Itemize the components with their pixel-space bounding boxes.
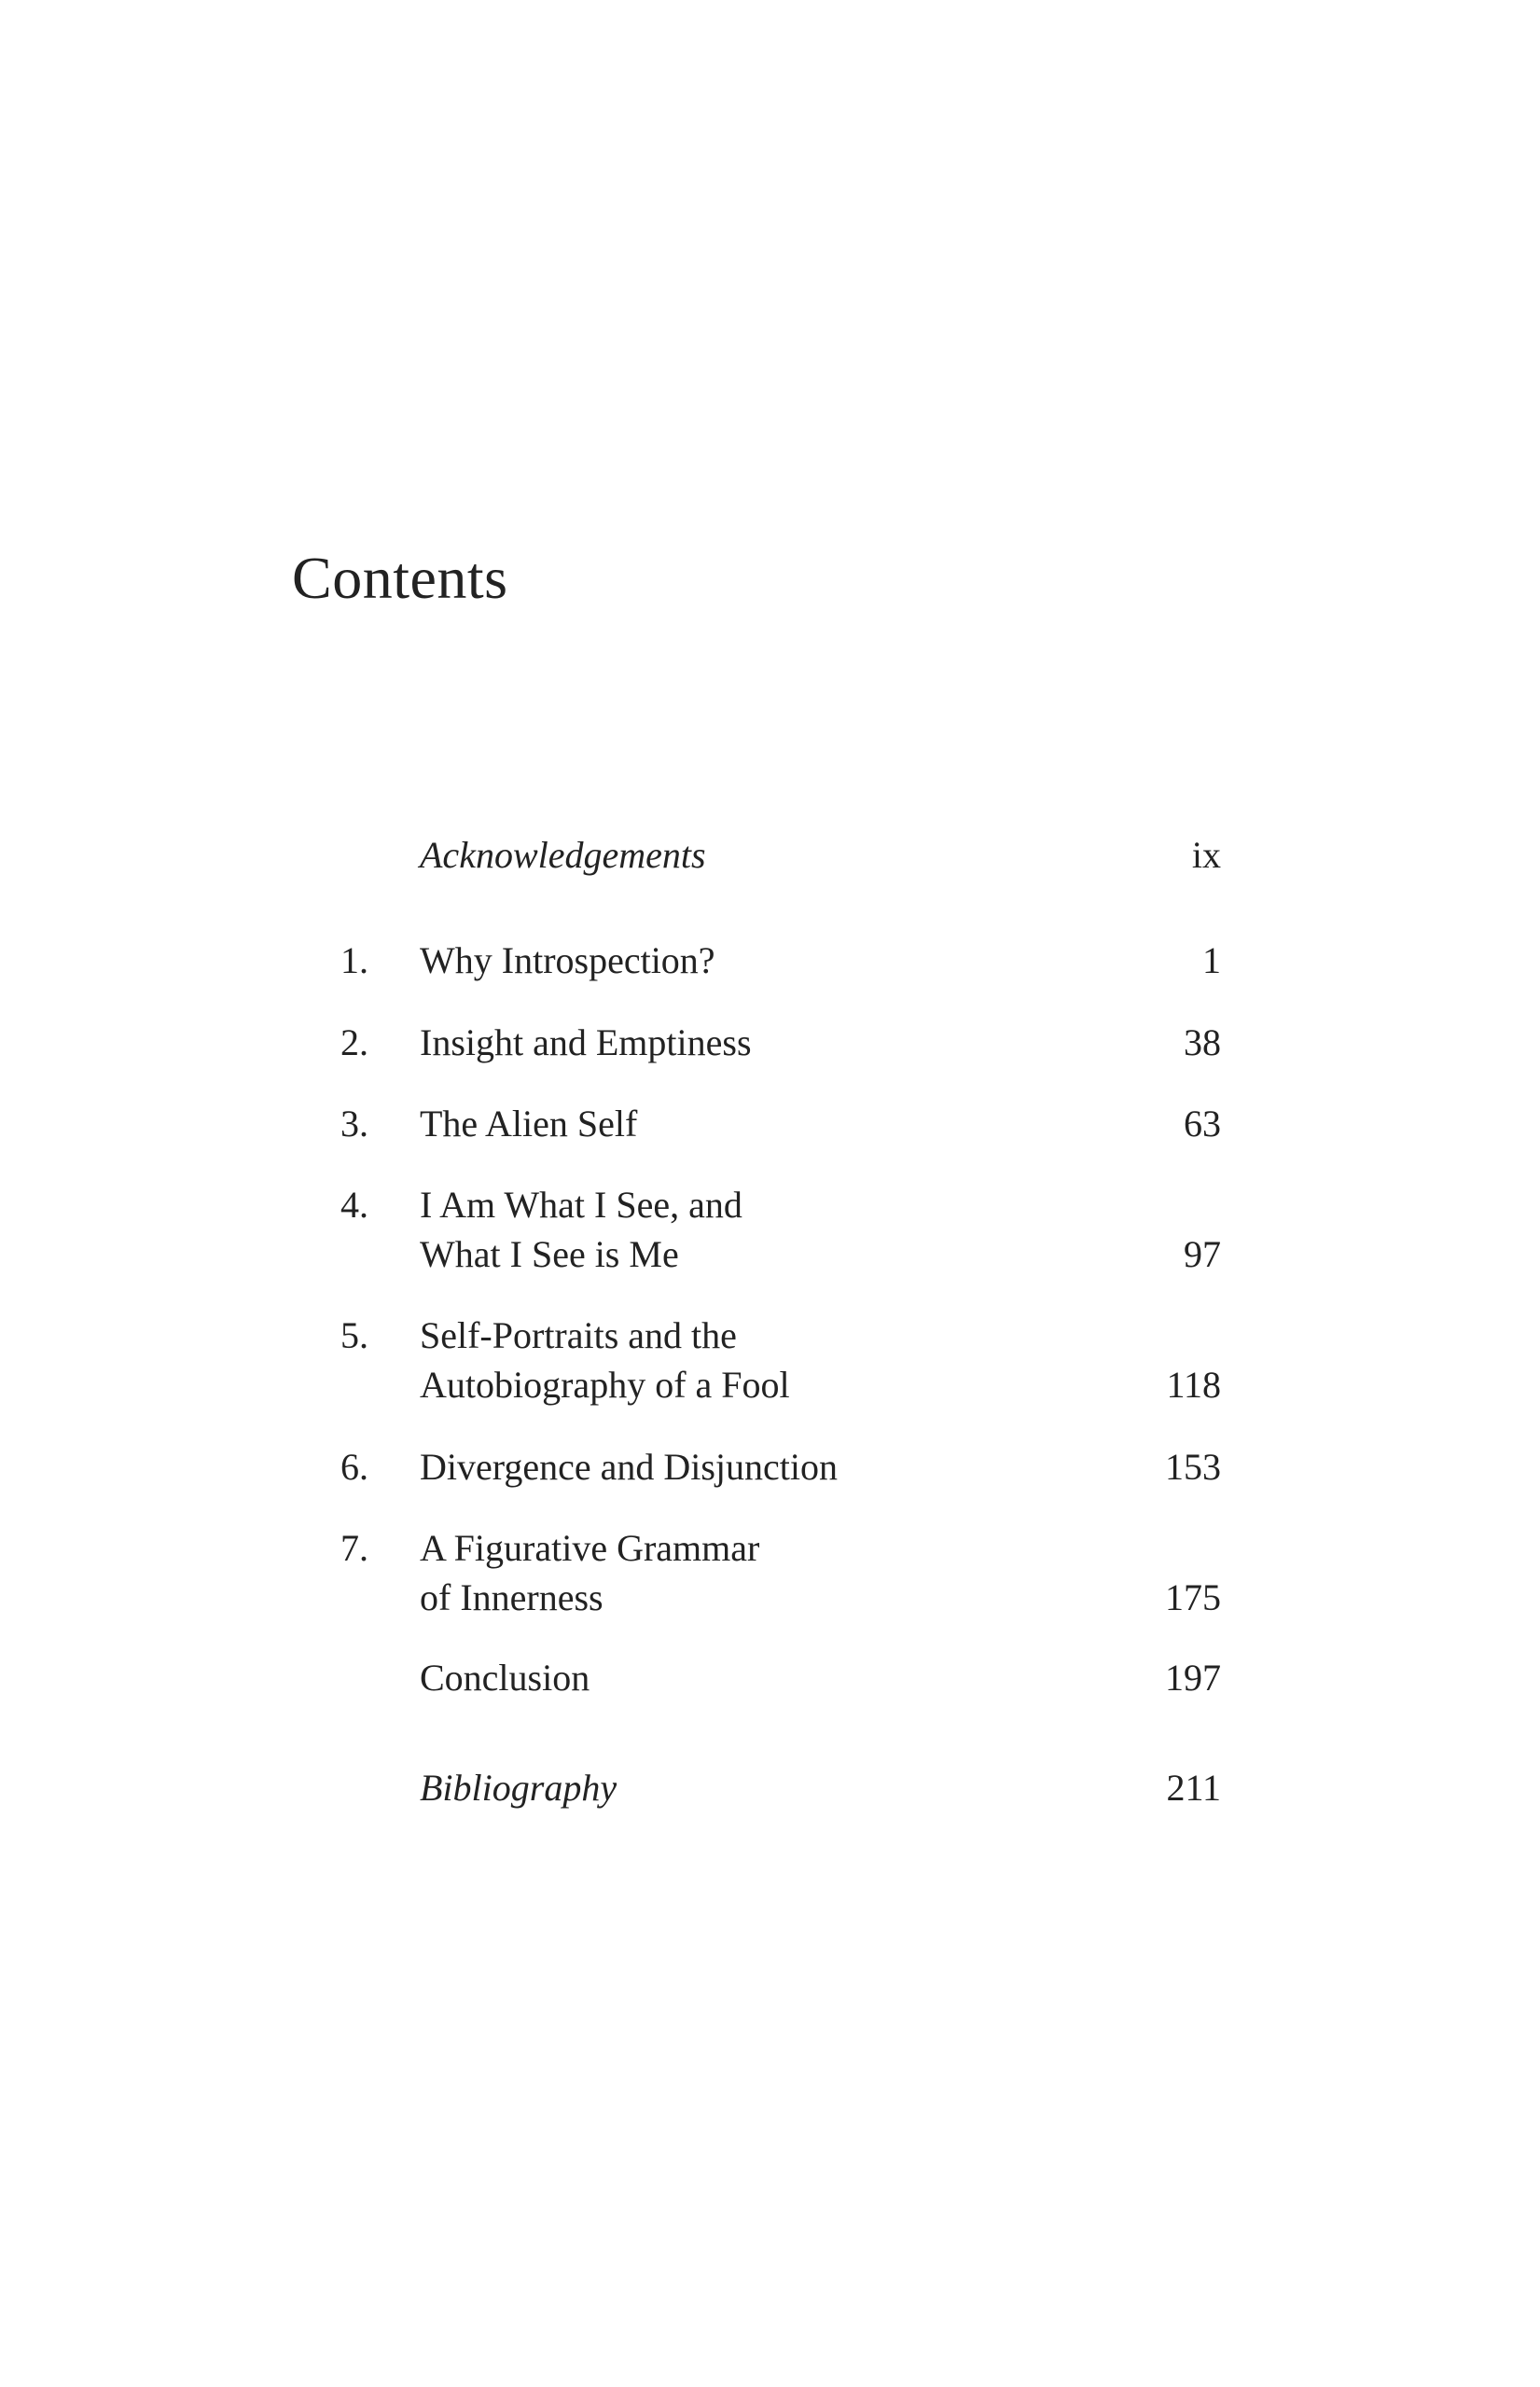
toc-entry-number: 1.	[340, 939, 368, 981]
toc-entry-title	[420, 1442, 1073, 1492]
toc-entry-title	[420, 1018, 1073, 1067]
toc-entry-page: 118	[1166, 1364, 1221, 1406]
toc-entry-title	[420, 936, 1073, 985]
toc-entry-title	[420, 1653, 1073, 1702]
toc-entry-title-line: I Am What I See, and	[420, 1184, 742, 1226]
toc-entry-number: 4.	[340, 1184, 368, 1226]
toc-entry-page: 211	[1166, 1767, 1221, 1809]
toc-entry-page: 97	[1184, 1233, 1221, 1275]
toc-entry-title-line: Bibliography	[420, 1767, 617, 1809]
toc-entry-title-line: of Innerness	[420, 1576, 604, 1618]
toc-entry-page: 38	[1184, 1021, 1221, 1063]
toc-entry-title-line: A Figurative Grammar	[420, 1527, 760, 1569]
toc-entry-title	[420, 1311, 1073, 1409]
toc-entry-number: 5.	[340, 1314, 368, 1356]
toc-entry-number: 3.	[340, 1103, 368, 1145]
toc-entry-title-line: Divergence and Disjunction	[420, 1446, 839, 1488]
toc-entry-number: 2.	[340, 1021, 368, 1063]
toc-entry-title-line: Autobiography of a Fool	[420, 1364, 790, 1406]
toc-entry-title-line: Conclusion	[420, 1657, 590, 1699]
toc-entry-page: 63	[1184, 1103, 1221, 1145]
toc-entry-title	[420, 1099, 1073, 1148]
toc-entry-title	[420, 1523, 1073, 1622]
toc-entry-page: 153	[1165, 1446, 1221, 1488]
toc-entry-title-line: Insight and Emptiness	[420, 1021, 752, 1063]
toc-entry-page: 1	[1202, 939, 1221, 981]
toc-entry-page: 175	[1165, 1576, 1221, 1618]
toc-entry-title-line: Self-Portraits and the	[420, 1314, 737, 1356]
toc-entry-number: 6.	[340, 1446, 368, 1488]
toc-entry-title	[420, 830, 1073, 880]
toc-entry-title-line: Acknowledgements	[420, 834, 706, 876]
page-title: Contents	[292, 545, 508, 611]
toc-entry-title-line: Why Introspection?	[420, 939, 715, 981]
toc-entry-title-line: What I See is Me	[420, 1233, 679, 1275]
toc-entry-page: 197	[1165, 1657, 1221, 1699]
toc-entry-number: 7.	[340, 1527, 368, 1569]
toc-entry-title	[420, 1180, 1073, 1279]
toc-entry-title-line: The Alien Self	[420, 1103, 638, 1145]
toc-entry-title	[420, 1763, 1073, 1812]
toc-entry-page: ix	[1191, 834, 1221, 876]
